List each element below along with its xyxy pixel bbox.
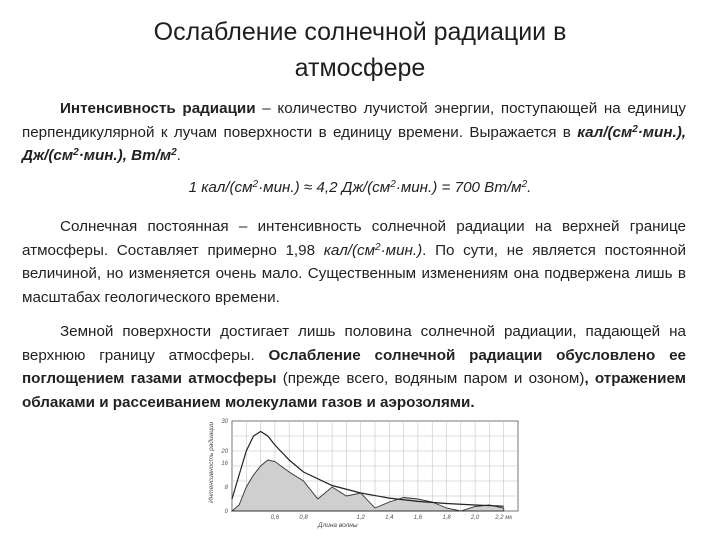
x-tick-label: 1,4 <box>385 515 394 521</box>
title-line-1: Ослабление солнечной радиации в <box>153 18 567 46</box>
y-tick-label: 16 <box>221 461 228 467</box>
x-tick-label: 1,6 <box>413 515 423 521</box>
y-tick-label: 20 <box>221 449 228 455</box>
y-tick-label: 0 <box>224 509 228 515</box>
unit-cal: кал/$(см^2\cdot мин.)$, <box>577 123 686 141</box>
x-tick-label: 0,6 <box>270 515 280 521</box>
y-tick-label: 30 <box>221 419 228 425</box>
x-tick-label: 2,0 <box>470 515 480 521</box>
x-tick-label: 1,8 <box>442 515 451 521</box>
paragraph-solar-constant: Солнечная постоянная – интенсивность солнечной радиации на верхней границе атмосферы. Составляет примерно 1,98 кал/$(см^2\cdot мин.)$. По сути, не является постоянной величиной, но изменяется очень мало. Существенным изменениям она подвержена лишь в масштабах геологического времени. <box>22 218 686 306</box>
unit-cal-2: кал/$(см^2\cdot мин.)$ <box>323 241 423 259</box>
x-tick-label: 1,2 <box>356 515 365 521</box>
unit-joule: $Дж/(см^2\cdot мин.)$, <box>22 147 132 164</box>
term-radiation-intensity: Интенсивность радиации <box>60 100 256 117</box>
unit-watt: $Вт/м^2$ <box>131 147 177 164</box>
x-axis-label: Длина волны <box>318 522 358 529</box>
title-line-2: атмосфере <box>294 54 426 82</box>
attenuation-statement-2: , отражением облаками и рассеиванием молекулами газов и аэрозолями. <box>22 370 686 411</box>
p1-text: – количество лучистой энергии, поступающей на единицу перпендикулярной к лучам поверхности в единицу времени. Выражается в <box>22 100 686 141</box>
attenuation-statement: Ослабление солнечной радиации обусловлено ее поглощением газами атмосферы <box>22 346 686 387</box>
paragraph-radiation-intensity: Интенсивность радиации – количество лучистой энергии, поступающей на единицу перпендикулярной к лучам поверхности в единицу времени. Выражается в кал/$(см^2\cdot мин.)$, $Дж/(см^2\cdot мин.)$, $Вт/м^2$. <box>22 100 686 164</box>
x-tick-label: 0,8 <box>299 515 308 521</box>
paragraph-attenuation: Земной поверхности достигает лишь половина солнечной радиации, падающей на верхнюю границу атмосферы. Ослабление солнечной радиации обусловлено ее поглощением газами атмосферы (прежде всего, водяным паром и озоном), отражением облаками и рассеиванием молекулами газов и аэрозолями. <box>22 323 686 411</box>
term-solar-constant: Солнечная постоянная <box>60 218 229 235</box>
page-title <box>60 14 660 86</box>
y-tick-label: 8 <box>224 485 228 491</box>
solar-spectrum-chart <box>200 415 525 530</box>
x-tick-label: 2,2 мк <box>495 515 513 521</box>
conversion-formula: 1 кал/$(см^2\cdot мин.) \approx 4,2$ $Дж/(см^2\cdot мин.) = 700$ $Вт/м^2$. <box>188 179 532 196</box>
y-axis-label: Интенсивность радиации <box>208 421 215 503</box>
